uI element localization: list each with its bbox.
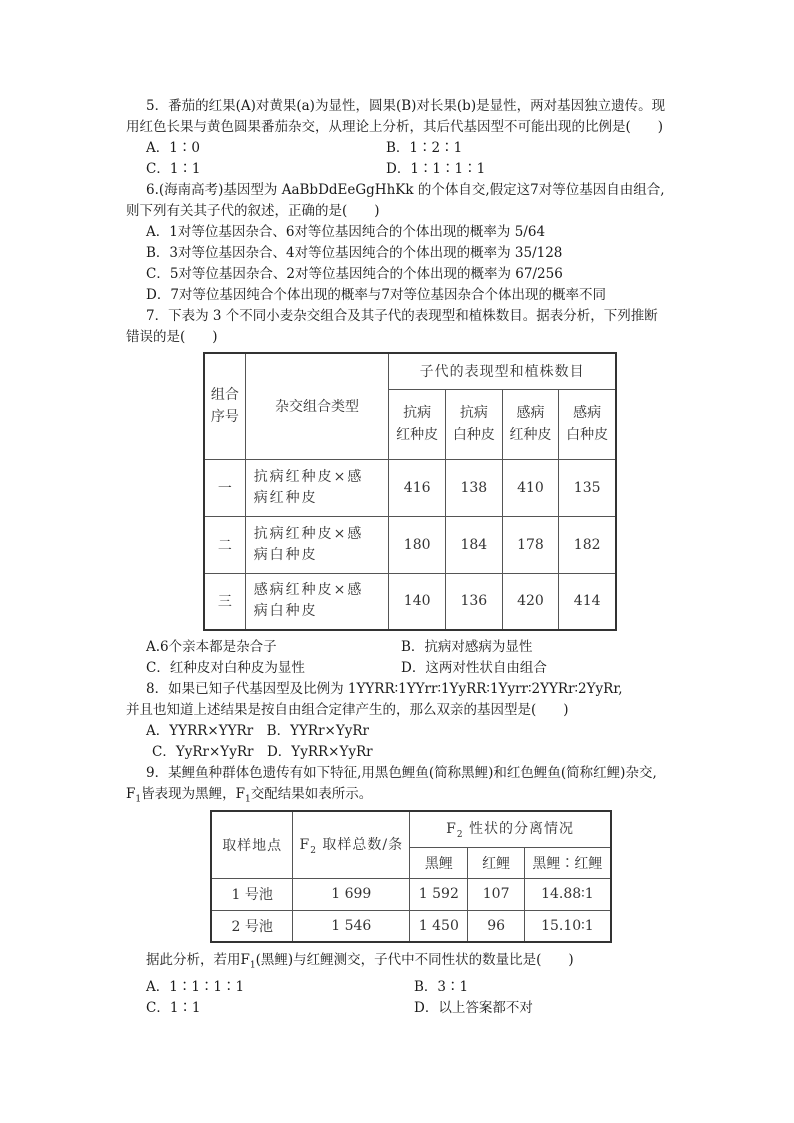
cell-value: 140 <box>389 573 446 630</box>
cell-value: 135 <box>559 459 616 516</box>
cell-red: 107 <box>468 878 524 910</box>
cell-black: 1 450 <box>410 910 468 942</box>
col-header-black: 黑鲤 <box>410 847 468 878</box>
cell-value: 138 <box>446 459 503 516</box>
q5-option-c[interactable]: C．1∶1 <box>146 161 201 177</box>
q6-stem-line1: 6.(海南高考)基因型为 AaBbDdEeGgHhKk 的个体自交,假定这7对等位基因自由组合, <box>146 182 665 198</box>
q7-options-row1 <box>146 637 676 658</box>
q8-options-cd[interactable]: C．YyRr×YyRr D．YyRR×YyRr <box>152 744 373 760</box>
cell-place: 1 号池 <box>211 878 293 910</box>
row-cross-type: 感病红种皮×感 病白种皮 <box>245 573 389 630</box>
cell-ratio: 15.10∶1 <box>524 910 611 942</box>
q7-option-c[interactable]: C．红种皮对白种皮为显性 <box>146 660 305 676</box>
cell-value: 180 <box>389 516 446 573</box>
q6-option-b[interactable]: B．3对等位基因杂合、4对等位基因纯合的个体出现的概率为 35/128 <box>146 245 563 261</box>
q5-stem-line2: 用红色长果与黄色圆果番茄杂交，从理论上分析，其后代基因型不可能出现的比例是( ) <box>126 119 664 135</box>
q9-option-d[interactable]: D．以上答案都不对 <box>414 999 533 1016</box>
col-header-place: 取样地点 <box>211 811 293 878</box>
col-header-group-no: 组合 序号 <box>204 353 245 459</box>
row-id: 二 <box>204 516 245 573</box>
col-header-resist-red: 抗病 红种皮 <box>389 389 446 459</box>
col-header-suscept-white: 感病 白种皮 <box>559 389 616 459</box>
q7-options-row2 <box>146 658 676 679</box>
q9-question: 据此分析，若用$F_1$(黑鲤)与红鲤测交，子代中不同性状的数量比是( ) <box>146 952 574 971</box>
cell-value: 184 <box>446 516 503 573</box>
row-cross-type: 抗病红种皮×感 病白种皮 <box>245 516 389 573</box>
q8-options-ab[interactable]: A．YYRR×YYRr B．YYRr×YyRr <box>146 723 369 739</box>
cell-ratio: 14.88∶1 <box>524 878 611 910</box>
cell-total: 1 546 <box>293 910 410 942</box>
table-row <box>211 878 611 910</box>
table-row <box>211 910 611 942</box>
table-row <box>204 516 616 573</box>
col-header-red: 红鲤 <box>468 847 524 878</box>
row-id: 一 <box>204 459 245 516</box>
q6-option-a[interactable]: A．1对等位基因杂合、6对等位基因纯合的个体出现的概率为 5/64 <box>146 224 546 240</box>
question-page <box>126 96 676 348</box>
col-header-offspring: 子代的表现型和植株数目 <box>389 353 616 389</box>
q7-stem-line2: 错误的是( ) <box>126 329 218 345</box>
q6-option-c[interactable]: C．5对等位基因杂合、2对等位基因纯合的个体出现的概率为 67/256 <box>146 266 563 282</box>
table-row <box>204 573 616 630</box>
cell-value: 416 <box>389 459 446 516</box>
q6-option-d[interactable]: D．7对等位基因纯合个体出现的概率与7对等位基因杂合个体出现的概率不同 <box>146 287 607 303</box>
q8-stem-line2: 并且也知道上述结果是按自由组合定律产生的，那么双亲的基因型是( ) <box>126 702 569 718</box>
q9-option-b[interactable]: B．3∶1 <box>414 978 469 995</box>
q9-stem-line2: $F_1$皆表现为黑鲤，$F_1$交配结果如表所示。 <box>126 786 373 805</box>
q5-option-d[interactable]: D．1∶1∶1∶1 <box>386 161 486 177</box>
q6-stem-line2: 则下列有关其子代的叙述，正确的是( ) <box>126 203 380 219</box>
col-header-total: $F_2$ 取样总数/条 <box>293 811 410 878</box>
carp-table <box>210 810 612 943</box>
q9-stem-line1: 9．某鲤鱼种群体色遗传有如下特征,用黑色鲤鱼(简称黑鲤)和红色鲤鱼(简称红鲤)杂交, <box>146 765 657 781</box>
q9-option-c[interactable]: C．1∶1 <box>146 999 201 1016</box>
cell-value: 136 <box>446 573 503 630</box>
cell-red: 96 <box>468 910 524 942</box>
q5-option-a[interactable]: A．1∶0 <box>146 140 200 156</box>
wheat-cross-table <box>203 352 617 631</box>
q9-options-row1 <box>146 977 676 998</box>
question-page-end <box>146 950 676 1019</box>
cell-value: 182 <box>559 516 616 573</box>
cell-place: 2 号池 <box>211 910 293 942</box>
q7-option-d[interactable]: D．这两对性状自由组合 <box>401 660 547 676</box>
q9-options-row2 <box>146 998 676 1019</box>
col-header-separation: $F_2$ 性状的分离情况 <box>410 811 611 847</box>
q5-option-b[interactable]: B．1∶2∶1 <box>386 140 463 156</box>
question-page-continued <box>126 637 676 811</box>
q7-option-a[interactable]: A.6个亲本都是杂合子 <box>146 639 277 655</box>
col-header-ratio: 黑鲤∶红鲤 <box>524 847 611 878</box>
q8-stem-line1: 8．如果已知子代基因型及比例为 1YYRR∶1YYrr∶1YyRR∶1Yyrr∶2YYRr∶2YyRr, <box>146 681 623 697</box>
q5-stem-line1: 5．番茄的红果(A)对黄果(a)为显性，圆果(B)对长果(b)是显性，两对基因独立遗传。现 <box>146 98 666 114</box>
q7-stem-line1: 7．下表为 3 个不同小麦杂交组合及其子代的表现型和植株数目。据表分析，下列推断 <box>146 308 658 324</box>
cell-total: 1 699 <box>293 878 410 910</box>
cell-value: 178 <box>502 516 559 573</box>
col-header-resist-white: 抗病 白种皮 <box>446 389 503 459</box>
q5-options-row1 <box>146 138 676 159</box>
q7-option-b[interactable]: B．抗病对感病为显性 <box>401 639 533 655</box>
q5-options-row2 <box>146 159 676 180</box>
cell-black: 1 592 <box>410 878 468 910</box>
row-cross-type: 抗病红种皮×感 病红种皮 <box>245 459 389 516</box>
table-row <box>204 459 616 516</box>
cell-value: 410 <box>502 459 559 516</box>
col-header-suscept-red: 感病 红种皮 <box>502 389 559 459</box>
cell-value: 414 <box>559 573 616 630</box>
col-header-cross-type: 杂交组合类型 <box>245 353 389 459</box>
q9-option-a[interactable]: A．1∶1∶1∶1 <box>146 978 245 995</box>
cell-value: 420 <box>502 573 559 630</box>
row-id: 三 <box>204 573 245 630</box>
